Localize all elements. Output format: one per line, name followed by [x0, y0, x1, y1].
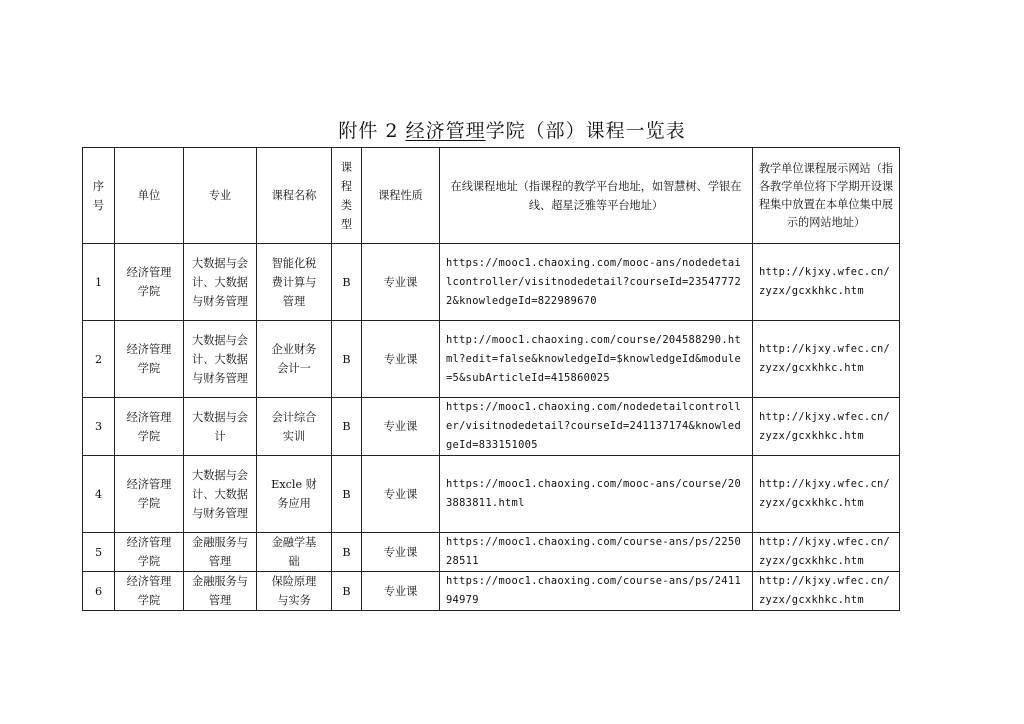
- row-no: 3: [83, 398, 115, 456]
- header-course-type: 课程类型: [332, 148, 362, 244]
- row-course-name: 保险原理与实务: [257, 572, 332, 611]
- table-row: [83, 572, 900, 611]
- row-course-name: Excle 财务应用: [257, 456, 332, 533]
- row-display-site: http://kjxy.wfec.cn/zyzx/gcxkhkc.htm: [753, 533, 900, 572]
- row-no: 5: [83, 533, 115, 572]
- row-no: 1: [83, 244, 115, 321]
- row-unit: 经济管理学院: [115, 321, 184, 398]
- row-course-name: 企业财务会计一: [257, 321, 332, 398]
- row-course-type: B: [332, 456, 362, 533]
- row-course-nature: 专业课: [362, 398, 440, 456]
- row-display-site: http://kjxy.wfec.cn/zyzx/gcxkhkc.htm: [753, 244, 900, 321]
- row-online-url: https://mooc1.chaoxing.com/mooc-ans/course/203883811.html: [440, 456, 753, 533]
- header-unit: 单位: [115, 148, 184, 244]
- header-course-nature: 课程性质: [362, 148, 440, 244]
- row-online-url: https://mooc1.chaoxing.com/nodedetailcontroller/visitnodedetail?courseId=241137174&knowledgeId=833151005: [440, 398, 753, 456]
- row-course-nature: 专业课: [362, 321, 440, 398]
- row-display-site: http://kjxy.wfec.cn/zyzx/gcxkhkc.htm: [753, 456, 900, 533]
- row-unit: 经济管理学院: [115, 244, 184, 321]
- row-major: 大数据与会计、大数据与财务管理: [184, 456, 257, 533]
- row-online-url: https://mooc1.chaoxing.com/mooc-ans/nodedetailcontroller/visitnodedetail?courseId=235477722&knowledgeId=822989670: [440, 244, 753, 321]
- row-course-type: B: [332, 572, 362, 611]
- row-no: 2: [83, 321, 115, 398]
- table-row: [83, 533, 900, 572]
- row-unit: 经济管理学院: [115, 398, 184, 456]
- table-row: [83, 244, 900, 321]
- title-prefix: 附件 2: [338, 120, 406, 142]
- title-suffix: 学院（部）课程一览表: [485, 120, 686, 142]
- row-course-name: 金融学基础: [257, 533, 332, 572]
- header-online-address: 在线课程地址（指课程的教学平台地址，如智慧树、学银在线、超星泛雅等平台地址）: [440, 148, 753, 244]
- row-major: 金融服务与管理: [184, 533, 257, 572]
- row-unit: 经济管理学院: [115, 572, 184, 611]
- row-course-type: B: [332, 398, 362, 456]
- header-major: 专业: [184, 148, 257, 244]
- row-online-url: https://mooc1.chaoxing.com/course-ans/ps/241194979: [440, 572, 753, 611]
- row-course-type: B: [332, 321, 362, 398]
- row-display-site: http://kjxy.wfec.cn/zyzx/gcxkhkc.htm: [753, 572, 900, 611]
- row-course-type: B: [332, 244, 362, 321]
- table-row: [83, 398, 900, 456]
- header-no: 序号: [83, 148, 115, 244]
- row-online-url: http://mooc1.chaoxing.com/course/204588290.html?edit=false&knowledgeId=$knowledgeId&module=5&subArticleId=415860025: [440, 321, 753, 398]
- row-display-site: http://kjxy.wfec.cn/zyzx/gcxkhkc.htm: [753, 398, 900, 456]
- row-course-name: 智能化税费计算与管理: [257, 244, 332, 321]
- row-major: 大数据与会计、大数据与财务管理: [184, 321, 257, 398]
- row-online-url: https://mooc1.chaoxing.com/course-ans/ps/225028511: [440, 533, 753, 572]
- row-major: 大数据与会计、大数据与财务管理: [184, 244, 257, 321]
- title-underlined-dept: 经济管理: [405, 120, 486, 142]
- row-no: 6: [83, 572, 115, 611]
- row-unit: 经济管理学院: [115, 456, 184, 533]
- row-course-nature: 专业课: [362, 456, 440, 533]
- row-unit: 经济管理学院: [115, 533, 184, 572]
- row-major: 金融服务与管理: [184, 572, 257, 611]
- header-course-name: 课程名称: [257, 148, 332, 244]
- page-title: [0, 116, 1024, 143]
- row-course-nature: 专业课: [362, 244, 440, 321]
- row-course-name: 会计综合实训: [257, 398, 332, 456]
- row-course-type: B: [332, 533, 362, 572]
- row-no: 4: [83, 456, 115, 533]
- table-row: [83, 321, 900, 398]
- row-display-site: http://kjxy.wfec.cn/zyzx/gcxkhkc.htm: [753, 321, 900, 398]
- course-table: [82, 147, 900, 611]
- row-course-nature: 专业课: [362, 572, 440, 611]
- table-row: [83, 456, 900, 533]
- row-major: 大数据与会计: [184, 398, 257, 456]
- header-display-site: 教学单位课程展示网站（指各教学单位将下学期开设课程集中放置在本单位集中展示的网站地址）: [753, 148, 900, 244]
- row-course-nature: 专业课: [362, 533, 440, 572]
- header-row: [83, 148, 900, 244]
